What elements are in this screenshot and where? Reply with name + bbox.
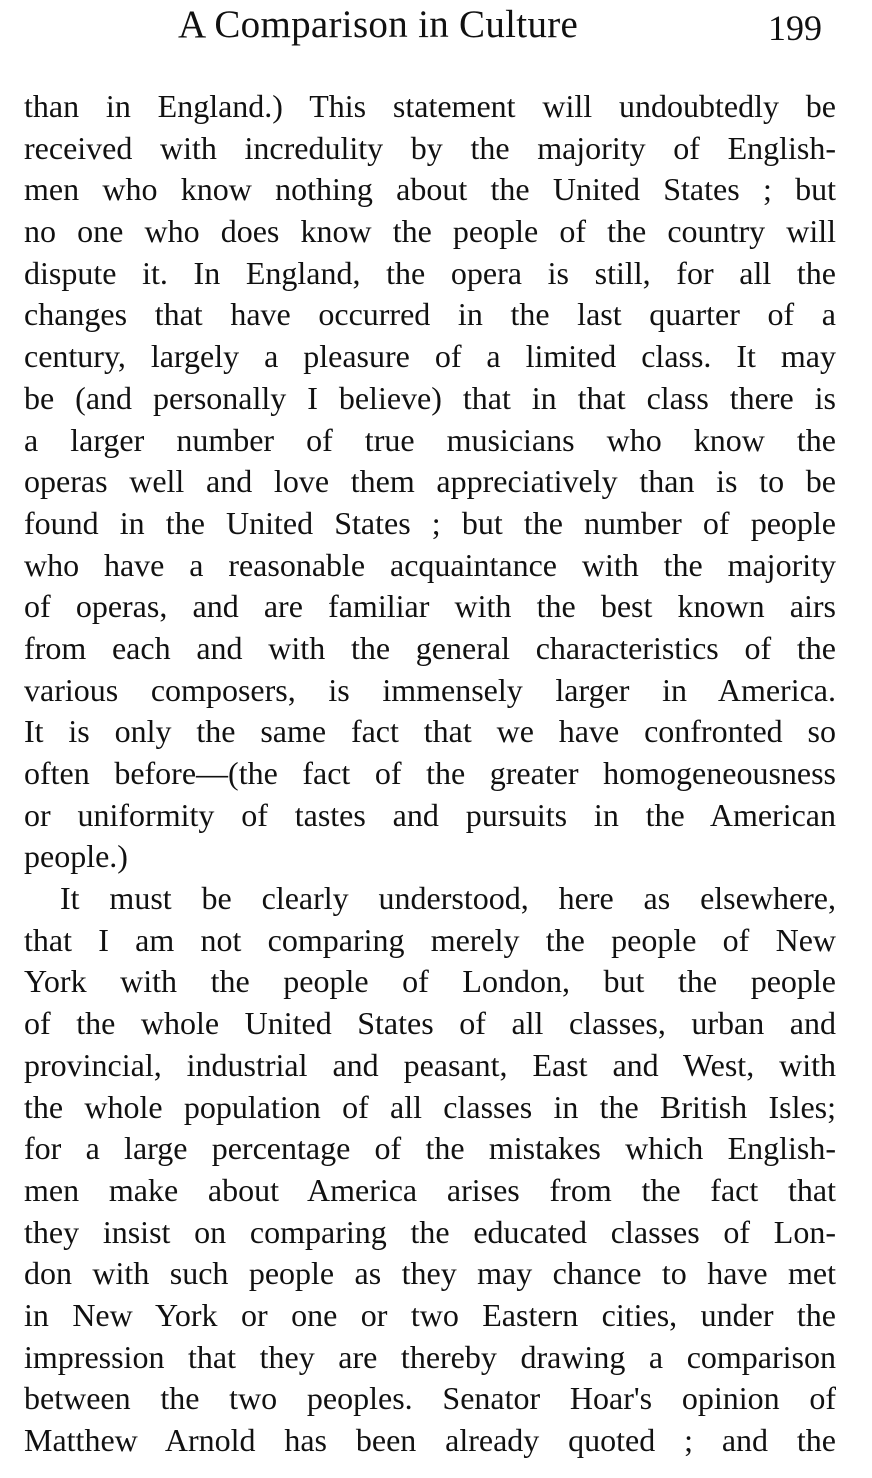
text-line: from each and with the general characteristics of the — [24, 629, 836, 666]
text-line: men make about America arises from the fact that — [24, 1171, 836, 1208]
text-line: be (and personally I believe) that in that class there is — [24, 379, 836, 416]
text-line: who have a reasonable acquaintance with the majority — [24, 546, 836, 583]
text-line: provincial, industrial and peasant, East and West, with — [24, 1046, 836, 1083]
body-text — [24, 86, 836, 1462]
text-line: no one who does know the people of the country will — [24, 213, 836, 250]
text-line: dispute it. In England, the opera is still, for all the — [24, 254, 836, 291]
text-line: found in the United States ; but the number of people — [24, 504, 836, 541]
text-line: or uniformity of tastes and pursuits in the American — [24, 796, 836, 833]
text-line: various composers, is immensely larger in America. — [24, 671, 836, 708]
text-line: men who know nothing about the United States ; but — [24, 171, 836, 208]
text-line: impression that they are thereby drawing a comparison — [24, 1338, 836, 1375]
text-line: of the whole United States of all classes, urban and — [24, 1005, 836, 1042]
text-line: a larger number of true musicians who know the — [24, 421, 836, 458]
text-line: that I am not comparing merely the people of New — [24, 921, 836, 958]
text-line: operas well and love them appreciatively than is to be — [24, 463, 836, 500]
text-line: received with incredulity by the majority of English- — [24, 129, 836, 166]
text-line: don with such people as they may chance to have met — [24, 1255, 836, 1292]
text-line: Matthew Arnold has been already quoted ; and the — [24, 1422, 836, 1458]
paragraph-1 — [24, 86, 836, 878]
text-line: often before—(the fact of the greater homogeneousness — [24, 755, 836, 791]
text-line: in New York or one or two Eastern cities, under the — [24, 1296, 836, 1333]
text-line: between the two peoples. Senator Hoar's opinion of — [24, 1380, 836, 1417]
text-line: It must be clearly understood, here as elsewhere, — [60, 880, 836, 917]
page-number: 199 — [768, 8, 822, 48]
text-line: the whole population of all classes in the British Isles; — [24, 1088, 836, 1125]
text-line: It is only the same fact that we have confronted so — [24, 713, 836, 750]
text-line: of operas, and are familiar with the best known airs — [24, 588, 836, 625]
text-line: they insist on comparing the educated classes of Lon- — [24, 1213, 836, 1250]
text-line: changes that have occurred in the last quarter of a — [24, 296, 836, 333]
running-title: A Comparison in Culture — [178, 3, 579, 46]
text-line: people.) — [24, 838, 128, 875]
paragraph-2 — [24, 878, 836, 1462]
text-line: than in England.) This statement will undoubtedly be — [24, 88, 836, 124]
running-header — [0, 0, 872, 60]
text-line: century, largely a pleasure of a limited class. It may — [24, 338, 836, 375]
text-line: for a large percentage of the mistakes which English- — [24, 1130, 836, 1167]
text-line: York with the people of London, but the people — [24, 963, 836, 1000]
